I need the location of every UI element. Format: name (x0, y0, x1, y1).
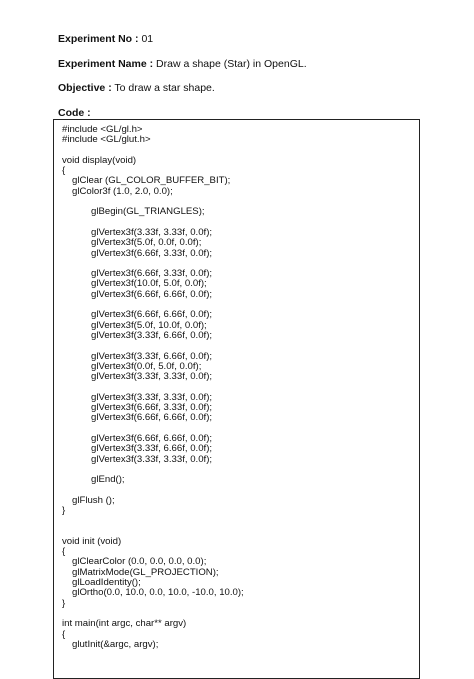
code-label: Code : (58, 107, 91, 119)
code-line: glVertex3f(5.0f, 10.0f, 0.0f); (91, 319, 207, 331)
code-line: glClear (GL_COLOR_BUFFER_BIT); (72, 175, 231, 187)
code-line: glOrtho(0.0, 10.0, 0.0, 10.0, -10.0, 10.0); (72, 587, 244, 599)
code-line: glVertex3f(6.66f, 3.33f, 0.0f); (91, 402, 213, 414)
code-line: glVertex3f(3.33f, 3.33f, 0.0f); (91, 453, 213, 465)
code-line: glMatrixMode(GL_PROJECTION); (72, 566, 219, 578)
experiment-no-label: Experiment No : (58, 33, 139, 45)
code-line (62, 516, 419, 526)
code-line: glVertex3f(6.66f, 6.66f, 0.0f); (91, 432, 213, 444)
code-line: int main(int argc, char** argv) (62, 618, 187, 630)
code-line: glVertex3f(6.66f, 3.33f, 0.0f); (91, 268, 213, 280)
experiment-name (58, 58, 307, 71)
code-line: #include <GL/glut.h> (62, 134, 151, 146)
code-line: glVertex3f(6.66f, 6.66f, 0.0f); (91, 412, 213, 424)
experiment-no (58, 33, 153, 46)
experiment-no-value: 01 (141, 33, 154, 45)
code-line: glVertex3f(0.0f, 5.0f, 0.0f); (91, 360, 202, 372)
code-line: void init (void) (62, 535, 122, 547)
experiment-name-label: Experiment Name : (58, 58, 154, 70)
code-line: glVertex3f(3.33f, 3.33f, 0.0f); (91, 371, 213, 383)
experiment-name-value: Draw a shape (Star) in OpenGL. (156, 58, 307, 70)
code-line: glBegin(GL_TRIANGLES); (91, 206, 205, 218)
code-line: void display(void) (62, 154, 137, 166)
code-line: { (62, 165, 66, 177)
code-line: #include <GL/gl.h> (62, 124, 143, 135)
code-line: } (62, 504, 66, 516)
code-line: glVertex3f(3.33f, 6.66f, 0.0f); (91, 329, 213, 341)
code-line: glVertex3f(3.33f, 3.33f, 0.0f); (91, 391, 213, 403)
code-line: { (62, 546, 66, 558)
code-line (62, 341, 419, 351)
code-line: glVertex3f(10.0f, 5.0f, 0.0f); (91, 278, 207, 290)
code-block (53, 119, 420, 679)
code-line: glVertex3f(6.66f, 6.66f, 0.0f); (91, 288, 213, 300)
code-line: glVertex3f(6.66f, 6.66f, 0.0f); (91, 309, 213, 321)
code-line: } (62, 597, 66, 609)
code-line: glColor3f (1.0, 2.0, 0.0); (72, 185, 173, 197)
objective (58, 82, 215, 95)
code-line: glVertex3f(6.66f, 3.33f, 0.0f); (91, 247, 213, 259)
code-line: glutInit(&argc, argv); (72, 638, 159, 650)
code-line: glFlush (); (72, 494, 115, 506)
code-line: glClearColor (0.0, 0.0, 0.0, 0.0); (72, 556, 207, 568)
code-line: glEnd(); (91, 474, 125, 486)
code-line: glVertex3f(5.0f, 0.0f, 0.0f); (91, 237, 202, 249)
code-line: glVertex3f(3.33f, 3.33f, 0.0f); (91, 226, 213, 238)
code-line: glLoadIdentity(); (72, 577, 141, 589)
code-line: { (62, 628, 66, 640)
code-line (62, 485, 419, 495)
objective-value: To draw a star shape. (114, 82, 215, 94)
objective-label: Objective : (58, 82, 112, 94)
code-line: glVertex3f(3.33f, 6.66f, 0.0f); (91, 443, 213, 455)
code-line: glVertex3f(3.33f, 6.66f, 0.0f); (91, 350, 213, 362)
